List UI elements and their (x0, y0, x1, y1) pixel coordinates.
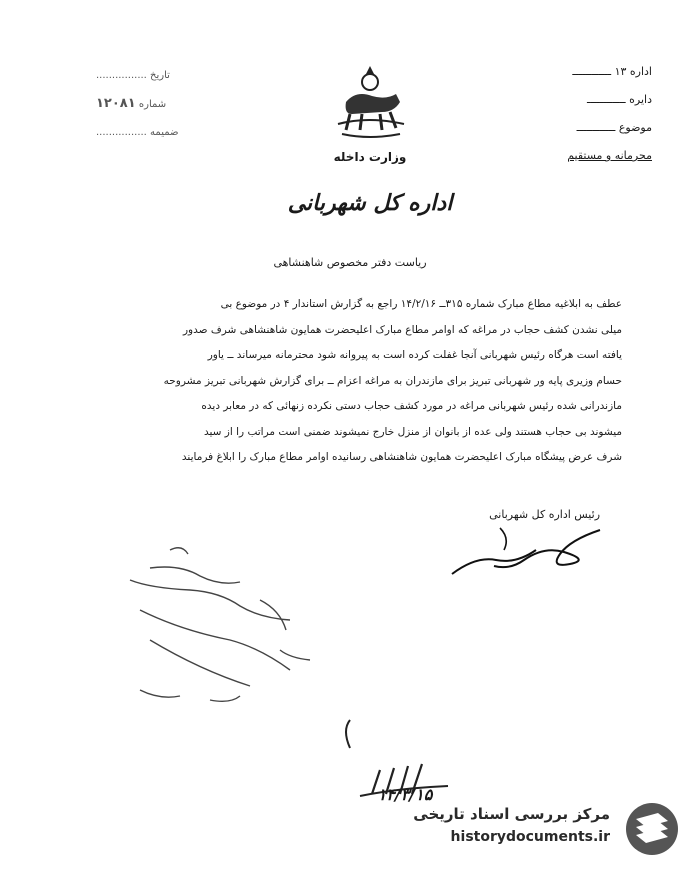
watermark-name: مرکز بررسی اسناد تاریخی (413, 805, 610, 823)
archive-logo-icon (622, 801, 682, 857)
lion-and-sun-crest-icon (328, 62, 414, 142)
body-line: عطف به ابلاغیه مطاع مبارک شماره ۳۱۵ــ ۱۴/۲/۱۶ راجع به گزارش استاندار ۴ در موضوع بی (220, 298, 622, 310)
header-left-attachment: ضمیمه ................ (96, 127, 179, 138)
signature-title: رئیس اداره کل شهربانی (489, 508, 600, 521)
header-field-office: اداره ۱۳ ــــــــــــ (572, 65, 652, 78)
written-date: ۱۴/۳/۱۵ (377, 785, 433, 804)
header-field-confidential: محرمانه و مستقیم (567, 149, 652, 162)
header-left-number: شماره ۱۲۰۸۱ (96, 96, 167, 111)
body-line: مازندرانی شده رئیس شهربانی مراغه در مورد کشف حجاب دستی نکرده زنهائی که در معابر دیده (201, 400, 622, 412)
ministry-name: وزارت داخله (333, 150, 407, 164)
letter-body (62, 292, 622, 471)
addressee: ریاست دفتر مخصوص شاهنشاهی (273, 256, 427, 269)
body-line: میلی نشدن کشف حجاب در مراغه که اوامر مطاع مبارک اعلیحضرت همایون شاهنشاهی شرف صدور (182, 323, 622, 336)
handwritten-signature (440, 520, 610, 580)
watermark-url: historydocuments.ir (450, 829, 610, 845)
header-left-fields (96, 62, 196, 147)
archive-watermark (413, 799, 688, 859)
header-field-division: دایره ــــــــــــ (586, 93, 652, 106)
body-line: یافته است هرگاه رئیس شهربانی آنجا غفلت کرده است به پیروانه شود محترمانه میرساند ــ یاور (207, 349, 622, 361)
body-line: میشوند بی حجاب هستند ولی عده از بانوان از منزل خارج نمیشوند ضمنی است مراتب را از سید (203, 425, 622, 438)
body-line: شرف عرض پیشگاه مبارک اعلیحضرت همایون شاهنشاهی رسانیده اوامر مطاع مبارک را ابلاغ فرمایند (181, 451, 622, 463)
office-title: اداره کل شهربانی (287, 190, 453, 216)
header-fields (502, 58, 652, 170)
marginal-handwriting (110, 540, 340, 720)
header-left-date: تاریخ ................ (96, 70, 170, 81)
body-line: حسام وزیری پایه ور شهربانی تبریز برای مازندران به مراغه اعزام ــ برای گزارش شهربانی تبریز مشروحه (163, 374, 622, 387)
header-field-subject: موضوع ــــــــــــ (576, 121, 652, 134)
